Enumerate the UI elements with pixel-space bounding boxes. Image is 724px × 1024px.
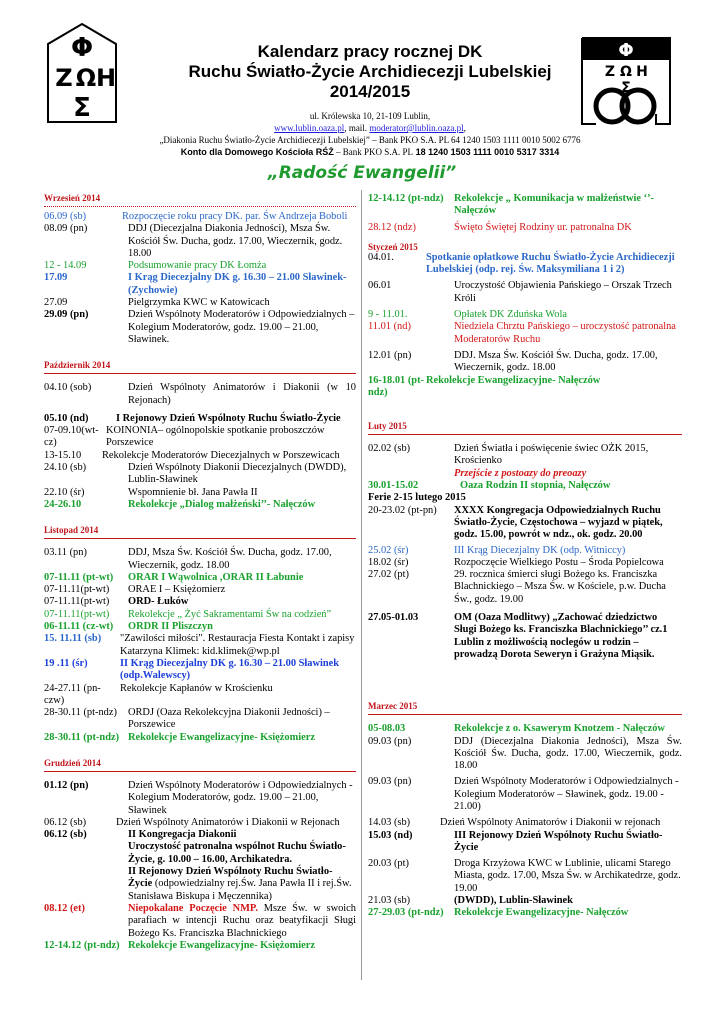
list-item <box>44 297 356 309</box>
list-item <box>368 309 682 321</box>
event-date: 28.12 (ndz) <box>368 221 416 233</box>
logo-left-letter-4: Η <box>95 64 117 92</box>
website-link[interactable]: www.lublin.oaza.pl <box>274 123 345 133</box>
motto: „Radość Ewangelii” <box>267 163 457 183</box>
address-line: ul. Królewska 10, 21-109 Lublin, <box>309 111 431 121</box>
event-text: Opłatek DK Zduńska Wola <box>454 309 567 321</box>
section-head-styczen: Styczeń 2015 <box>368 241 418 252</box>
logo-right-letter-1: Φ <box>618 40 634 61</box>
list-item <box>44 658 356 683</box>
event-text: Niedziela Chrztu Pańskiego – uroczystość patronalna Moderatorów Ruchu <box>454 321 676 345</box>
event-text: ORDJ (Oaza Rekolekcyjna Diakonii Jedności) – Porszewice <box>128 707 330 731</box>
event-text <box>128 903 356 940</box>
section-head-luty: Luty 2015 <box>368 421 407 432</box>
event-date: 12-14.12 (pt-ndz) <box>368 193 444 204</box>
list-item <box>368 375 682 400</box>
list-item <box>368 468 682 480</box>
event-date: 18.02 (śr) <box>368 556 409 568</box>
list-item <box>44 272 356 297</box>
event-text: Dzień Wspólnoty Moderatorów i Odpowiedzialnych - Kolegium Moderatorów – Sławinek, godz. 19.00 - 21.00) <box>454 776 679 812</box>
list-item <box>368 252 682 277</box>
address-block <box>140 110 600 158</box>
contact-line <box>140 122 600 134</box>
list-item <box>44 211 356 223</box>
event-text: Święto Świętej Rodziny ur. patronalna DK <box>454 221 632 233</box>
event-date: 27.05-01.03 <box>368 612 419 624</box>
section-head-pazdziernik: Październik 2014 <box>44 360 111 371</box>
event-date: 22.10 (śr) <box>44 486 85 498</box>
list-item <box>368 280 682 305</box>
list-item <box>368 480 682 492</box>
event-date: 06.09 (sb) <box>44 211 87 222</box>
event-text: Uroczystość Objawienia Pańskiego – Orszak Trzech Króli <box>454 280 672 304</box>
list-item <box>44 462 356 487</box>
list-item <box>368 350 682 375</box>
event-text: Rekolekcje Kapłanów w Krościenku <box>120 682 273 694</box>
list-item <box>44 499 356 511</box>
section-head-listopad: Listopad 2014 <box>44 525 99 536</box>
list-item <box>44 903 356 940</box>
logo-right-letter-2: Ζ <box>604 64 616 80</box>
event-date: Ferie 2-15 lutego 2015 <box>368 492 466 504</box>
email-link[interactable]: moderator@lublin.oaza.pl <box>369 123 464 133</box>
event-date: 30.01-15.02 <box>368 480 419 492</box>
event-date: 07-11.11 (pt-wt) <box>44 571 114 583</box>
left-column <box>44 193 356 952</box>
list-item <box>44 309 356 346</box>
event-date: 01.12 (pn) <box>44 779 89 791</box>
event-date: 16-18.01 (pt-ndz) <box>368 374 424 398</box>
list-item <box>44 633 356 658</box>
event-text: Pielgrzymka KWC w Katowicach <box>128 297 270 309</box>
event-text: (DWDD), Lublin-Sławinek <box>454 895 573 907</box>
event-text: Rozpoczęcie Wielkiego Postu – Środa Popielcowa <box>454 556 664 568</box>
list-item <box>368 907 682 919</box>
event-text: "Zawilości miłości". Restauracja Fiesta Kontakt i zapisy Katarzyna Klimek: kid.klimek@wp.pl <box>120 633 355 657</box>
event-text: 29. rocznica śmierci sługi Bożego ks. Franciszka Blachnickiego – Msza Św. w Kościele, p.w. Ducha Św., godz. 19.00 <box>454 569 666 605</box>
event-text: DDJ (Diecezjalna Diakonia Jedności), Msza Św. Kościół Św. Ducha, godz. 17.00, Wieczernik, godz. 18.00 <box>128 223 343 259</box>
event-text: Rekolekcje Ewangelizacyjne- Nałęczów <box>426 374 601 386</box>
logo-right-letter-5: Σ <box>621 80 631 96</box>
event-text: Podsumowanie pracy DK Łomża <box>128 260 267 272</box>
event-date: 09.03 (pn) <box>368 776 412 788</box>
list-item <box>368 776 682 813</box>
list-item <box>44 683 356 708</box>
title-line-2: Ruchu Światło-Życie Archidiecezji Lubelskiej <box>188 62 552 81</box>
logo-left-letter-2: Ζ <box>55 64 73 92</box>
list-item <box>368 612 682 661</box>
list-item <box>44 596 356 608</box>
event-date: 12-14.12 (pt-ndz) <box>44 939 120 951</box>
event-text: Rekolekcje Moderatorów Diecezjalnych w Porszewicach <box>102 449 340 461</box>
list-item <box>44 223 356 260</box>
event-date: 07-11.11(pt-wt) <box>44 584 110 596</box>
event-text: Dzień Wspólnoty Animatorów i Diakonii w rejonach <box>440 817 661 829</box>
event-date: 15. 11.11 (sb) <box>44 633 102 645</box>
right-column <box>368 193 682 920</box>
logo-left-letter-3: Ω <box>75 64 97 92</box>
list-item <box>368 557 682 569</box>
logo-right-letter-4: Η <box>636 64 648 80</box>
mail-prefix: , mail. <box>344 123 368 133</box>
bank-line-1: „Diakonia Ruchu Światło-Życie Archidiecezji Lubelskiej” – Bank PKO S.A. PL 64 1240 1503 1111 0010 5002 6776 <box>159 135 581 145</box>
list-item <box>44 547 356 572</box>
event-date: 24-27.11 (pn-czw) <box>44 682 101 706</box>
event-text: Oaza Rodzin II stopnia, Nałęczów <box>460 480 611 492</box>
event-text: Rekolekcje „ Żyć Sakramentami Św na codzień” <box>128 608 332 620</box>
event-date: 07-11.11(pt-wt) <box>44 608 110 620</box>
event-date: 07-11.11(pt-wt) <box>44 596 110 608</box>
event-date: 13-15.10 <box>44 449 82 461</box>
list-item <box>368 723 682 735</box>
event-date: 14.03 (sb) <box>368 817 411 829</box>
event-date: 04.01. <box>368 251 394 263</box>
title-line-3: 2014/2015 <box>329 82 411 101</box>
section-rule <box>44 206 356 207</box>
event-text-part: II Rejonowy Dzień Wspólnoty Ruchu Światło-Życie <box>128 866 333 890</box>
event-date: 20.03 (pt) <box>368 858 409 870</box>
list-item <box>44 584 356 596</box>
section-rule <box>44 771 356 772</box>
event-text-part: Uroczystość patronalna wspólnot Ruchu Światło-Życie, g. 10.00 – 16.00, Archikatedra. <box>128 841 346 865</box>
event-date <box>368 468 454 480</box>
list-item <box>44 732 356 744</box>
event-date: 9 - 11.01. <box>368 309 408 321</box>
event-date: 29.09 (pn) <box>44 309 89 321</box>
event-date: 19 .11 (śr) <box>44 657 88 669</box>
event-text-part: (odpowiedzialny rej.Św. Jana Pawła II i rej.Św. Stanisława Biskupa i Męczennika) <box>128 878 352 902</box>
section-rule <box>44 538 356 539</box>
list-item <box>368 321 682 346</box>
list-item <box>368 193 682 218</box>
section-head-wrzesien: Wrzesień 2014 <box>44 193 101 203</box>
event-text: Rekolekcje Ewangelizacyjne- Nałęczów <box>454 907 629 919</box>
list-item <box>368 492 682 504</box>
event-date: 05.10 (nd) <box>44 412 89 424</box>
list-item <box>44 609 356 621</box>
event-text: Dzień Światła i poświęcenie świec OŻK 2015, Krościenko <box>454 443 649 467</box>
event-date: 12 - 14.09 <box>44 260 87 272</box>
event-date: 27.02 (pt) <box>368 569 409 581</box>
logo-right-letter-3: Ω <box>620 64 632 80</box>
event-text: Dzień Wspólnoty Moderatorów i Odpowiedzialnych - Kolegium Moderatorów, godz. 19.00 – 21.00, Sławinek <box>128 779 353 816</box>
event-date: 06-11.11 (cz-wt) <box>44 621 114 633</box>
event-text: ORDR II Pliszczyn <box>128 621 213 633</box>
list-item <box>368 222 682 234</box>
list-item <box>44 621 356 633</box>
section-rule <box>368 714 682 715</box>
event-text-part: Msze Św. w swoich parafiach w intencji Ruchu oraz beatyfikacji Sługi Bożego Ks. Franciszka Blachnickiego <box>128 902 356 939</box>
event-date: 08.12 (et) <box>44 902 85 914</box>
list-item <box>368 569 682 606</box>
event-text-part: Niepokalane Poczęcie NMP. <box>128 902 258 914</box>
event-text: DDJ. Msza Św. Kościół Św. Ducha, godz. 17.00, Wieczernik, godz. 18.00 <box>454 349 658 374</box>
event-date: 20-23.02 (pt-pn) <box>368 504 437 516</box>
event-text <box>128 829 356 903</box>
list-item <box>44 829 356 903</box>
list-item <box>44 425 356 450</box>
event-text: Rekolekcje z o. Ksawerym Knotzem - Nałęczów <box>454 723 665 735</box>
event-date: 07-09.10(wt-cz) <box>44 425 99 449</box>
event-date: 12.01 (pn) <box>368 349 412 361</box>
event-text <box>466 492 682 504</box>
event-text: Droga Krzyżowa KWC w Lublinie, ulicami Starego Miasta, godz. 17.00, Msza Św. w Archikatedrze, godz. 19.00 <box>454 858 681 894</box>
event-date: 24.10 (sb) <box>44 462 87 474</box>
event-text: Rekolekcje „ Komunikacja w małżeństwie ‘’- Nałęczów <box>454 193 654 217</box>
list-item <box>44 487 356 499</box>
list-item <box>44 572 356 584</box>
list-item <box>368 505 682 542</box>
event-text: Dzień Wspólnoty Diakonii Diecezjalnych (DWDD), Lublin-Sławinek <box>128 462 347 486</box>
section-head-marzec: Marzec 2015 <box>368 701 418 712</box>
event-text: KOINONIA– ogólnopolskie spotkanie proboszczów Porszewice <box>106 425 325 449</box>
list-item <box>44 382 356 407</box>
event-text: II Krąg Diecezjalny DK g. 16.30 – 21.00 Sławinek (odp.Walewscy) <box>120 657 340 682</box>
section-rule <box>368 434 682 435</box>
event-text: III Krąg Diecezjalny DK (odp. Witniccy) <box>454 544 626 556</box>
event-date: 06.01 <box>368 280 392 292</box>
event-date: 11.01 (nd) <box>368 321 411 333</box>
title-line-1: Kalendarz pracy rocznej DK <box>257 42 483 61</box>
event-text: III Rejonowy Dzień Wspólnoty Ruchu Światło-Życie <box>454 829 663 853</box>
list-item <box>368 817 682 829</box>
bank-line-2 <box>140 146 600 158</box>
list-item <box>44 260 356 272</box>
event-text: Spotkanie opłatkowe Ruchu Światło-Życie Archidiecezji Lubelskiej (odp. rej. Św. Maksymiliana 1 i 2) <box>426 251 675 276</box>
column-divider <box>361 190 362 980</box>
event-date: 15.03 (nd) <box>368 829 413 841</box>
event-date: 25.02 (śr) <box>368 544 409 556</box>
bank2-mid: – Bank PKO S.A. PL <box>333 147 414 157</box>
logo-left-letter-5: Σ <box>73 93 91 123</box>
event-text: XXXX Kongregacja Odpowiedzialnych Ruchu Światło-Życie, Częstochowa – wyjazd w piątek, godz. 15.00, powrót w ndz., ok. godz. 20.00 <box>454 504 663 541</box>
list-item <box>44 940 356 952</box>
list-item <box>368 830 682 855</box>
section-rule <box>44 373 356 374</box>
mail-suffix: , <box>463 123 466 133</box>
event-date: 27-29.03 (pt-ndz) <box>368 907 444 919</box>
fzohs-left-emblem <box>46 22 118 126</box>
event-text: Przejście z postoazy do preoazy <box>454 467 587 479</box>
event-text: Rekolekcje Ewangelizacyjne- Księżomierz <box>128 731 315 743</box>
event-text: Rozpoczęcie roku pracy DK. par. Św Andrzeja Boboli <box>122 211 348 222</box>
list-item <box>44 413 356 425</box>
section-head-grudzien: Grudzień 2014 <box>44 757 101 768</box>
event-date: 28-30.11 (pt-ndz) <box>44 731 120 743</box>
list-item <box>368 545 682 557</box>
event-text: Wspomnienie bł. Jana Pawła II <box>128 486 258 498</box>
list-item <box>368 895 682 907</box>
event-date: 08.09 (pn) <box>44 223 88 235</box>
list-item <box>44 780 356 817</box>
event-text: Rekolekcje Ewangelizacyjne- Księżomierz <box>128 939 315 951</box>
event-text: I Krąg Diecezjalny DK g. 16.30 – 21.00 Sławinek- (Zychowie) <box>128 272 347 296</box>
event-text: DDJ (Diecezjalna Diakonia Jedności), Msza Św. Kościół Św. Ducha, godz. 17.00, Wieczernik, godz. 18.00 <box>454 735 682 772</box>
event-text: Rekolekcje „Dialog małżeński’’- Nałęczów <box>128 498 316 510</box>
event-date: 02.02 (sb) <box>368 443 411 455</box>
bank2-label: Konto dla Domowego Kościoła RŚŻ <box>180 147 334 157</box>
list-item <box>44 707 356 732</box>
event-text: ORAR I Wąwolnica ,ORAR II Łabunie <box>128 571 304 583</box>
event-date: 24-26.10 <box>44 498 82 510</box>
event-date: 17.09 <box>44 272 68 284</box>
list-item <box>44 817 356 829</box>
logo-left <box>46 22 118 126</box>
event-text: Dzień Wspólnoty Moderatorów i Odpowiedzialnych – Kolegium Moderatorów, godz. 19.00 – 21.00, Sławinek. <box>128 309 355 345</box>
event-text: Dzień Wspólnoty Animatorów i Diakonii (w 10 Rejonach) <box>128 382 356 406</box>
list-item <box>368 858 682 895</box>
list-item <box>368 736 682 773</box>
bank2-account: 18 1240 1503 1111 0010 5317 3314 <box>413 147 560 157</box>
event-text: ORAE I – Księżomierz <box>128 584 226 596</box>
logo-left-letter-1: Φ <box>70 33 94 63</box>
event-date: 05-08.03 <box>368 723 406 735</box>
event-date: 09.03 (pn) <box>368 735 412 747</box>
event-text: I Rejonowy Dzień Wspólnoty Ruchu Światło-Życie <box>116 412 341 424</box>
page-title <box>150 42 590 102</box>
event-text: OM (Oaza Modlitwy) „Zachować dziedzictwo Sługi Bożego ks. Franciszka Blachnickiego’’ cz.1 Lublin z możliwością noclegów u rodzin – prowadzą Dorota Seweryn i Grażyna Miąsik. <box>454 612 668 660</box>
list-item <box>368 443 682 468</box>
event-date: 28-30.11 (pt-ndz) <box>44 707 117 719</box>
event-date: 06.12 (sb) <box>44 816 87 828</box>
event-date: 04.10 (sob) <box>44 382 92 394</box>
event-text: DDJ, Msza Św. Kościół Św. Ducha, godz. 17.00, Wieczernik, godz. 18.00 <box>128 547 332 571</box>
list-item <box>44 450 356 462</box>
event-text: Dzień Wspólnoty Animatorów i Diakonii w Rejonach <box>116 816 340 828</box>
event-text: ORD- Łuków <box>128 596 189 608</box>
event-date: 03.11 (pn) <box>44 547 87 559</box>
event-text-part: II Kongregacja Diakonii <box>128 829 237 841</box>
event-date: 21.03 (sb) <box>368 895 411 907</box>
event-date: 27.09 <box>44 297 68 309</box>
event-date: 06.12 (sb) <box>44 829 87 841</box>
